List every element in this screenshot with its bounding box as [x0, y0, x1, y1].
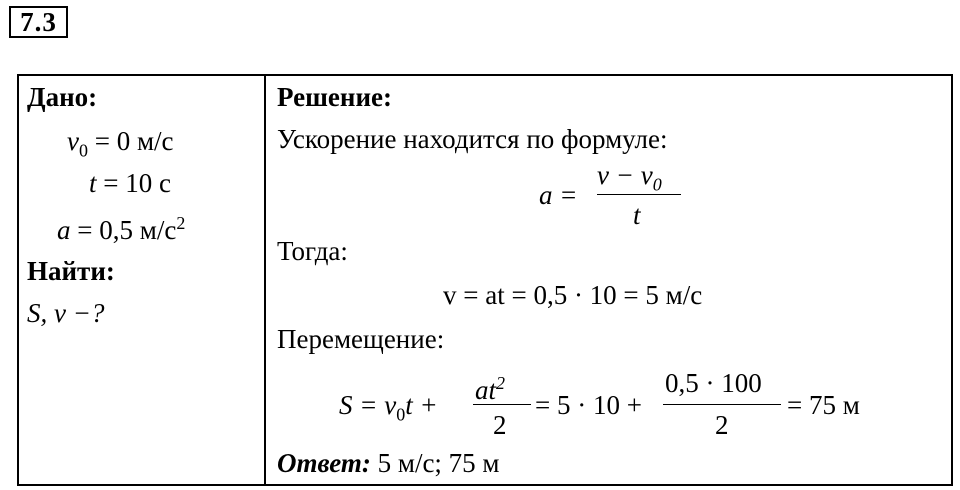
formula1-denominator: t	[633, 200, 641, 230]
find-heading: Найти:	[27, 256, 115, 286]
solution-heading: Решение:	[277, 82, 392, 112]
formula3-frac1-line	[473, 404, 531, 405]
formula3-frac2-numerator: 0,5 · 100	[665, 368, 762, 398]
formula3-middle: = 5 · 10 +	[535, 390, 642, 420]
given-v0: $v_0 = 0$ м/с	[67, 126, 174, 161]
formula3-start: $S = v_0t$ +	[339, 390, 438, 425]
formula3-frac2-line	[663, 404, 781, 405]
column-divider	[264, 76, 266, 484]
formula3-frac2-denominator: 2	[715, 410, 729, 440]
formula1-fraction-line	[597, 194, 681, 195]
formula1-lhs: a =	[539, 180, 578, 210]
problem-number: 7.3	[9, 6, 68, 38]
answer-label: Ответ:	[277, 448, 371, 478]
given-a: a = 0,5 $м/с^2$	[57, 213, 186, 245]
formula2: v = at = 0,5 · 10 = 5 м/с	[443, 280, 703, 310]
solution-intro: Ускорение находится по формуле:	[277, 124, 668, 154]
formula3-frac1-denominator: 2	[493, 410, 507, 440]
solution-then: Тогда:	[277, 236, 348, 266]
formula3-result: = 75 м	[787, 390, 860, 420]
solution-displacement: Перемещение:	[277, 324, 445, 354]
given-t: t = 10 с	[89, 168, 171, 198]
formula3-frac1-numerator: $at^2$	[475, 373, 506, 405]
solution-table	[17, 74, 953, 486]
find-value: S, v −?	[27, 298, 105, 328]
formula1-numerator: $v - v_0$	[597, 160, 662, 195]
given-heading: Дано:	[27, 82, 98, 112]
answer-line	[277, 448, 500, 478]
answer-value: 5 м/с; 75 м	[370, 448, 500, 478]
